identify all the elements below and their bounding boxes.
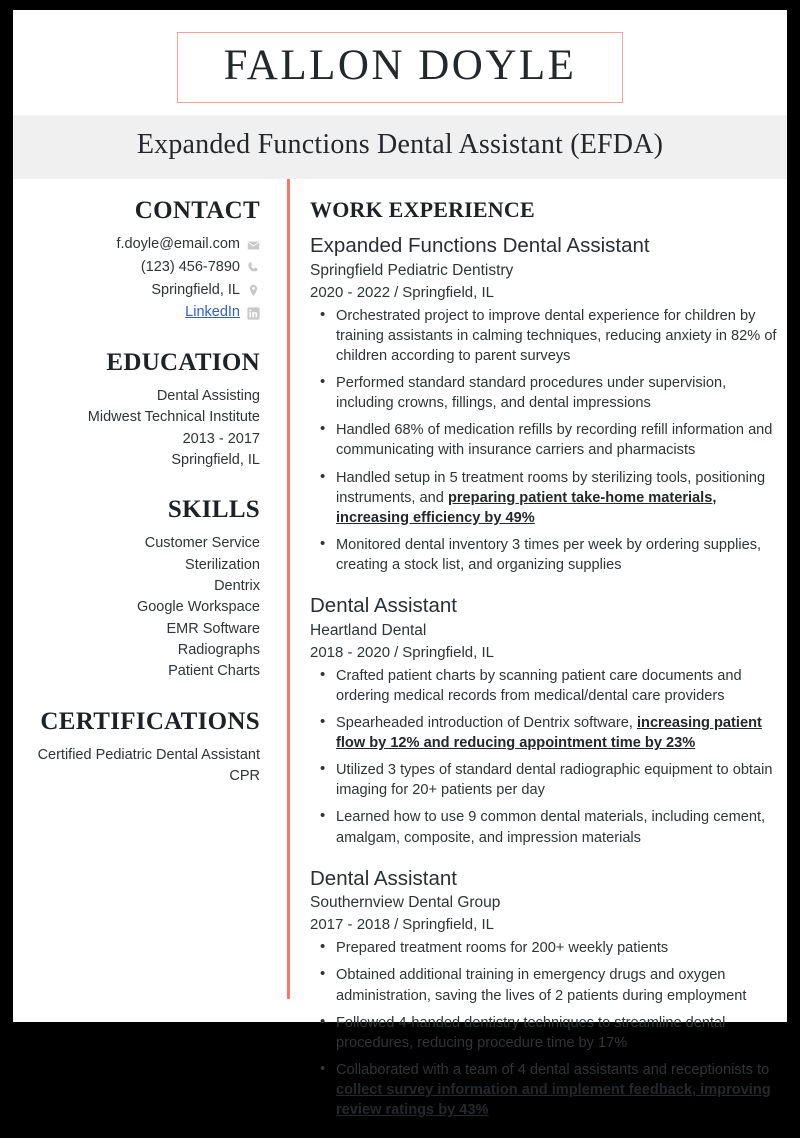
job-dates: 2018 - 2020 [310,643,391,661]
job-dates: 2017 - 2018 [310,916,391,934]
job-bullet-list [310,666,779,848]
contact-item-label: (123) 456-7890 [140,258,240,275]
education-line: Dental Assisting [156,388,260,405]
skill-item: Sterilization [185,556,260,573]
job-bullet: • Spearheaded introduction of Dentrix software, increasing patient flow by 12% and reducing appointment time by 23% [310,713,779,753]
job-title: Dental Assistant [310,594,457,618]
job-bullet: • Utilized 3 types of standard dental radiographic equipment to obtain imaging for 20+ patients per day [310,760,779,800]
job-bullet: • Learned how to use 9 common dental materials, including cement, amalgam, composite, and impression materials [310,807,779,847]
phone-icon [247,261,260,274]
job-location: Springfield, IL [402,916,494,934]
contact-item-label[interactable]: LinkedIn [185,304,240,321]
education-line: 2013 - 2017 [182,430,260,447]
job-meta-separator: / [394,643,399,661]
job-bullet: • Crafted patient charts by scanning patient care documents and ordering medical records from medical/dental care providers [310,666,779,706]
job-bullet: • Followed 4-handed dentistry techniques to streamline dental procedures, reducing procedure time by 17% [310,1013,779,1053]
page-title: FALLON DOYLE [223,42,577,89]
resume-body [13,179,787,1138]
job-location: Springfield, IL [402,283,494,301]
sidebar [13,197,287,1138]
job-bullet: • Handled 68% of medication refills by recording refill information and communicating with insurance carriers and pharmacists [310,420,779,460]
contact-item-3 [13,280,260,302]
job-subtitle: Expanded Functions Dental Assistant (EFDA) [136,129,664,161]
job-bullet: • Prepared treatment rooms for 200+ weekly patients [310,938,779,958]
contact-item-1 [13,234,260,256]
skill-item: EMR Software [166,620,260,637]
contact-item-4[interactable] [13,302,260,324]
education-section [13,349,260,471]
contact-list [13,234,260,324]
job-bullet-list [310,306,779,576]
education-heading: EDUCATION [106,349,260,377]
job-title: Dental Assistant [310,866,457,890]
map-pin-icon [247,284,260,297]
skill-item: Patient Charts [168,663,260,680]
job-company: Heartland Dental [310,621,427,639]
name-box [177,32,624,103]
skills-list [13,533,260,682]
header-name-band [13,10,787,115]
job-entry [310,233,779,575]
job-company: Springfield Pediatric Dentistry [310,261,514,279]
contact-item-label: f.doyle@email.com [116,236,240,253]
jobs-list [310,233,779,1120]
work-experience-heading: WORK EXPERIENCE [310,197,535,223]
contact-section [13,197,260,324]
certifications-heading: CERTIFICATIONS [40,707,260,735]
job-company: Southernview Dental Group [310,894,501,912]
job-meta-separator: / [394,283,399,301]
job-bullet-list [310,938,779,1120]
main-column [287,197,787,1138]
contact-item-label: Springfield, IL [151,281,240,298]
contact-item-2 [13,257,260,279]
column-divider [287,179,290,999]
education-line: Springfield, IL [171,452,260,469]
job-bullet: • Obtained additional training in emergency drugs and oxygen administration, saving the lives of 2 patients during employment [310,965,779,1005]
certifications-list [13,745,260,788]
skill-item: Dentrix [214,578,260,595]
job-dates: 2020 - 2022 [310,283,391,301]
subtitle-band [13,115,787,179]
job-location: Springfield, IL [402,643,494,661]
resume-page [13,10,787,1119]
job-bullet: • Collaborated with a team of 4 dental assistants and receptionists to collect survey information and implement feedback, improving review ratings by 43% [310,1060,779,1120]
job-meta-separator: / [394,916,399,934]
job-bullet: • Orchestrated project to improve dental experience for children by training assistants in calming techniques, reducing anxiety in 82% of children according to parent surveys [310,306,779,366]
job-meta [310,642,779,663]
linkedin-icon [247,307,260,320]
job-title: Expanded Functions Dental Assistant [310,234,650,258]
job-meta [310,282,779,303]
job-entry [310,866,779,1121]
job-meta [310,914,779,935]
skill-item: Radiographs [177,641,260,658]
contact-heading: CONTACT [134,197,260,225]
job-bullet: • Handled setup in 5 treatment rooms by sterilizing tools, positioning instruments, and preparing patient take-home materials, increasing efficiency by 49% [310,468,779,528]
certifications-section [13,708,260,788]
job-bullet: • Performed standard standard procedures under supervision, including crowns, fillings, and dental impressions [310,373,779,413]
education-line: Midwest Technical Institute [87,409,260,426]
certification-item: Certified Pediatric Dental Assistant [37,746,260,763]
skill-item: Google Workspace [136,599,260,616]
envelope-icon [247,239,260,252]
education-list [13,386,260,471]
skills-heading: SKILLS [167,496,260,524]
skill-item: Customer Service [144,535,260,552]
skills-section [13,496,260,682]
job-bullet: • Monitored dental inventory 3 times per week by ordering supplies, creating a stock list, and organizing supplies [310,535,779,575]
certification-item: CPR [229,767,260,784]
job-entry [310,593,779,848]
